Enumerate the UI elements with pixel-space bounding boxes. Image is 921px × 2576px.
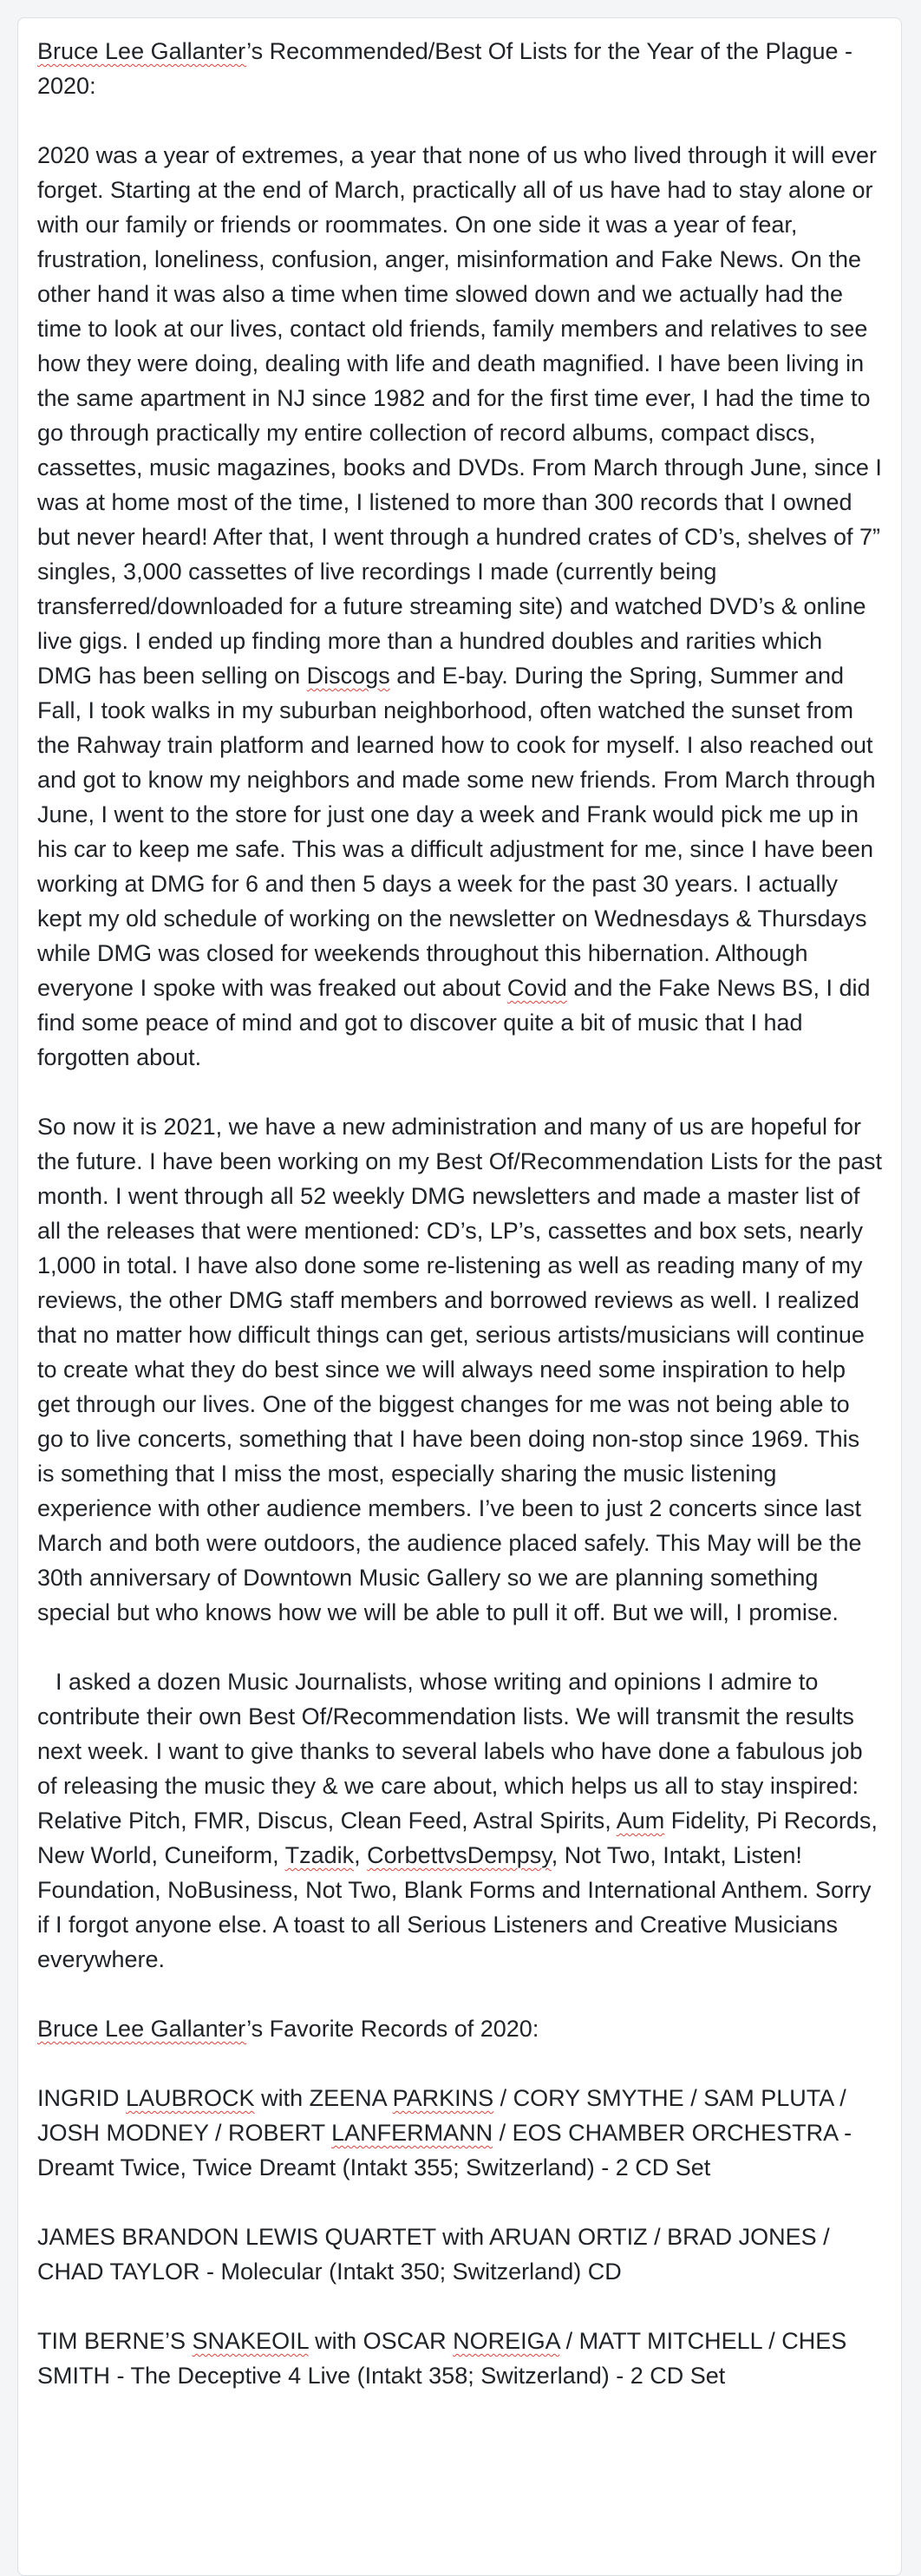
spellcheck-word: NOREIGA <box>453 2328 560 2354</box>
spellcheck-word: Bruce Lee Gallanter <box>37 2016 247 2042</box>
favorites-heading: Bruce Lee Gallanter’s Favorite Records of 2020: <box>37 2016 539 2042</box>
spellcheck-word: CorbettvsDempsy <box>367 1842 552 1868</box>
spellcheck-word: PARKINS <box>392 2085 494 2111</box>
spellcheck-word: SNAKEOIL <box>192 2328 309 2354</box>
message-text <box>37 34 882 2393</box>
record-entry: INGRID LAUBROCK with ZEENA PARKINS / CORY SMYTHE / SAM PLUTA / JOSH MODNEY / ROBERT LANFERMANN / EOS CHAMBER ORCHESTRA - Dreamt Twice, Twice Dreamt (Intakt 355; Switzerland) - 2 CD Set <box>37 2085 852 2180</box>
record-entry: JAMES BRANDON LEWIS QUARTET with ARUAN ORTIZ / BRAD JONES / CHAD TAYLOR - Molecular (Intakt 350; Switzerland) CD <box>37 2224 830 2285</box>
paragraph-2021: So now it is 2021, we have a new administration and many of us are hopeful for the future. I have been working on my Best Of/Recommendation Lists for the past month. I went through all 52 weekly DMG newsletters and made a master list of all the releases that were mentioned: CD’s, LP’s, cassettes and box sets, nearly 1,000 in total. I have also done some re-listening as well as reading many of my reviews, the other DMG staff members and borrowed reviews as well. I realized that no matter how difficult things can get, serious artists/musicians will continue to create what they do best since we will always need some inspiration to help get through our lives. One of the biggest changes for me was not being able to go to live concerts, something that I have been doing non-stop since 1969. This is something that I miss the most, especially sharing the music listening experience with other audience members. I’ve been to just 2 concerts since last March and both were outdoors, the audience placed safely. This May will be the 30th anniversary of Downtown Music Gallery so we are planning something special but who knows how we will be able to pull it off. But we will, I promise. <box>37 1114 883 1625</box>
spellcheck-word: Tzadik <box>284 1842 355 1868</box>
paragraph-thanks: I asked a dozen Music Journalists, whose writing and opinions I admire to contribute their own Best Of/Recommendation lists. We will transmit the results next week. I want to give thanks to several labels who have done a fabulous job of releasing the music they & we care about, which helps us all to stay inspired: Relative Pitch, FMR, Discus, Clean Feed, Astral Spirits, Aum Fidelity, Pi Records, New World, Cuneiform, Tzadik, CorbettvsDempsy, Not Two, Intakt, Listen! Foundation, NoBusiness, Not Two, Blank Forms and International Anthem. Sorry if I forgot anyone else. A toast to all Serious Listeners and Creative Musicians everywhere. <box>37 1669 878 1972</box>
spellcheck-word: Aum <box>616 1808 665 1834</box>
message-body <box>17 17 902 2576</box>
spellcheck-word: LAUBROCK <box>126 2085 255 2111</box>
record-entry: TIM BERNE’S SNAKEOIL with OSCAR NOREIGA / MATT MITCHELL / CHES SMITH - The Deceptive 4 Live (Intakt 358; Switzerland) - 2 CD Set <box>37 2328 847 2389</box>
spellcheck-word: LANFERMANN <box>331 2120 493 2146</box>
spellcheck-word: Covid <box>506 975 567 1001</box>
page-title: Bruce Lee Gallanter’s Recommended/Best Of Lists for the Year of the Plague - 2020: <box>37 38 853 99</box>
spellcheck-word: Bruce Lee Gallanter <box>37 38 247 64</box>
paragraph-intro: 2020 was a year of extremes, a year that none of us who lived through it will ever forget. Starting at the end of March, practically all of us have had to stay alone or with our family or friends or roommates. On one side it was a year of fear, frustration, loneliness, confusion, anger, misinformation and Fake News. On the other hand it was also a time when time slowed down and we actually had the time to look at our lives, contact old friends, family members and relatives to see how they were doing, dealing with life and death magnified. I have been living in the same apartment in NJ since 1982 and for the first time ever, I had the time to go through practically my entire collection of record albums, compact discs, cassettes, music magazines, books and DVDs. From March through June, since I was at home most of the time, I listened to more than 300 records that I owned but never heard! After that, I went through a hundred crates of CD’s, shelves of 7” singles, 3,000 cassettes of live recordings I made (currently being transferred/downloaded for a future streaming site) and watched DVD’s & online live gigs. I ended up finding more than a hundred doubles and rarities which DMG has been selling on Discogs and E-bay. During the Spring, Summer and Fall, I took walks in my suburban neighborhood, often watched the sunset from the Rahway train platform and learned how to cook for myself. I also reached out and got to know my neighbors and made some new friends. From March through June, I went to the store for just one day a week and Frank would pick me up in his car to keep me safe. This was a difficult adjustment for me, since I have been working at DMG for 6 and then 5 days a week for the past 30 years. I actually kept my old schedule of working on the newsletter on Wednesdays & Thursdays while DMG was closed for weekends throughout this hibernation. Although everyone I spoke with was freaked out about Covid and the Fake News BS, I did find some peace of mind and got to discover quite a bit of music that I had forgotten about. <box>37 142 882 1070</box>
spellcheck-word: Discogs <box>306 663 390 689</box>
